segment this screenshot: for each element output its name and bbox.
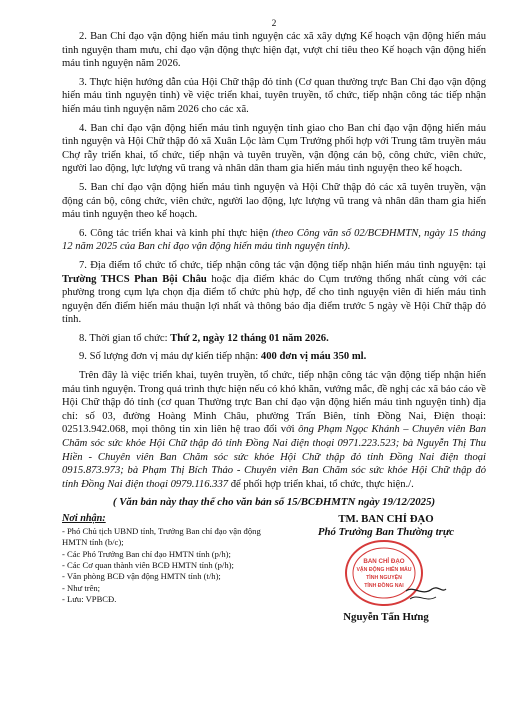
recipient-line: - Văn phòng BCĐ vận động HMTN tỉnh (t/h);	[62, 571, 221, 582]
item-6	[62, 227, 486, 254]
item-3	[62, 76, 486, 117]
svg-text:BAN CHỈ ĐẠO: BAN CHỈ ĐẠO	[363, 558, 405, 566]
item-5	[62, 181, 486, 222]
recipients-heading: Nơi nhận:	[62, 513, 106, 525]
item-text: Thực hiện hướng dẫn của Hội Chữ thập đỏ tỉnh (Cơ quan thường trực Ban Chỉ đạo vận động hiến máu tình nguyện tỉnh) về việc triển khai, tuyên truyền, tổ chức, tiếp nhận công tác tiếp nhận hiến máu tình nguyện năm 2026 cho các xã.	[62, 76, 486, 115]
item-4	[62, 122, 486, 176]
item-text: Công tác triển khai và kinh phí thực hiện	[90, 227, 269, 239]
closing-text-end: để phối hợp triển khai, tổ chức, thực hiện./.	[230, 478, 414, 490]
signature-block	[286, 513, 486, 627]
item-text-continued: hoặc địa điểm khác do Cụm trưởng thống nhất cùng với các phường trong cụm lựa chọn địa điểm tổ chức phù hợp, để cho tình nguyện viên đi hiến máu tình nguyện đến điểm hiến máu thuận lợi nhất và thông báo địa điểm trước 5 ngày về Hội Chữ thập đỏ tỉnh.	[62, 273, 486, 326]
closing-text: Trên đây là việc triển khai, tuyên truyền, tổ chức, tiếp nhận công tác vận động tiếp nhận hiến máu tình nguyện. Trong quá trình thực hiện nếu có khó khăn, vướng mắc, đề nghị các xã báo cáo về Hội Chữ thập đỏ tỉnh (cơ quan Thường trực Ban chỉ đạo vận động hiến máu tình nguyện tỉnh) địa chỉ: số 03, đường Hoàng Minh Châu, phường Trấn Biên, tỉnh Đồng Nai, Điện thoại: 02513.942.068, mọi thông tin xin liên hệ trao đổi với	[62, 370, 486, 436]
item-8	[62, 332, 486, 346]
replacement-note: ( Văn bản này thay thế cho văn bản số 15/BCĐHMTN ngày 19/12/2025)	[112, 496, 436, 509]
item-text: Thời gian tổ chức:	[89, 332, 168, 344]
stamp-seal-icon	[314, 539, 454, 619]
svg-text:VẬN ĐỘNG HIẾN MÁU: VẬN ĐỘNG HIẾN MÁU	[356, 567, 412, 574]
item-text: Số lượng đơn vị máu dự kiến tiếp nhận:	[89, 351, 259, 363]
venue-name: Trường THCS Phan Bội Châu	[62, 273, 207, 285]
svg-text:TỈNH ĐỒNG NAI: TỈNH ĐỒNG NAI	[364, 583, 404, 590]
recipient-line: - Lưu: VPBCĐ.	[62, 594, 117, 605]
item-number: 2.	[79, 31, 87, 42]
item-number: 9.	[79, 351, 87, 363]
blood-unit-target: 400 đơn vị máu 350 ml.	[260, 351, 367, 363]
recipient-line: - Các Phó Trưởng Ban chỉ đạo HMTN tỉnh (p/h);	[62, 548, 231, 559]
item-2	[62, 30, 486, 71]
recipients-block	[62, 513, 286, 627]
item-text: Ban Chỉ đạo vận động hiến máu tình nguyện các xã xây dựng Kế hoạch vận động hiến máu tình nguyện tham mưu, chỉ đạo vận động thực hiện đạt, vượt chỉ tiêu theo Kế hoạch vận động hiến máu tình nguyện năm 2026.	[62, 31, 487, 70]
signer-name: Nguyễn Tấn Hưng	[343, 611, 429, 624]
item-list	[62, 30, 486, 491]
item-number: 6.	[79, 227, 87, 239]
signature-org: TM. BAN CHỈ ĐẠO	[338, 513, 434, 526]
closing-paragraph	[62, 369, 486, 491]
item-number: 5.	[79, 181, 87, 193]
item-number: 8.	[79, 332, 87, 344]
item-number: 3.	[79, 76, 87, 88]
item-number: 7.	[79, 259, 87, 271]
contact-persons: ông Phạm Ngọc Khánh – Chuyên viên Ban Chăm sóc sức khỏe Hội Chữ thập đỏ tỉnh Đồng Nai điện thoại 0971.223.523; bà Nguyễn Thị Thu Hiền - Chuyên viên Ban Chăm sóc sức khỏe Hội Chữ thập đỏ tỉnh Đồng Nai điện thoại 0915.873.973; bà Phạm Thị Bích Thảo - Chuyên viên Ban Chăm sóc sức khỏe Hội Chữ thập đỏ tỉnh Đồng Nai điện thoại 0979.116.337	[62, 424, 486, 490]
item-text: Địa điểm tổ chức tổ chức, tiếp nhận công tác vận động tiếp nhận hiến máu tình nguyện: tại	[90, 259, 486, 271]
svg-text:TÌNH NGUYỆN: TÌNH NGUYỆN	[366, 575, 402, 582]
signature-title: Phó Trưởng Ban Thường trực	[317, 526, 455, 539]
item-9	[62, 350, 486, 364]
item-italic-note: (theo Công văn số 02/BCĐHMTN, ngày 15 tháng 12 năm 2025 của Ban chỉ đạo vận động hiến máu tình nguyện tỉnh).	[62, 227, 486, 253]
item-number: 4.	[79, 122, 87, 134]
recipient-line: - Như trên;	[62, 582, 101, 593]
official-stamp	[286, 539, 486, 627]
item-text: Ban chỉ đạo vận động hiến máu tình nguyện và Hội Chữ thập đỏ các xã tuyên truyền, vận động cán bộ, công chức, viên chức, người lao động, lực lượng vũ trang và nhân dân tham gia hiến máu tình nguyện theo kế hoạch.	[62, 181, 486, 221]
document-footer	[62, 513, 486, 627]
page-number: 2	[271, 19, 277, 29]
recipient-line: - Các Cơ quan thành viên BCĐ HMTN tỉnh (p/h);	[62, 560, 234, 571]
recipient-line: - Phó Chủ tịch UBND tỉnh, Trưởng Ban chỉ đạo vận động HMTN tỉnh (b/c);	[62, 525, 261, 548]
item-7	[62, 259, 486, 327]
event-date: Thứ 2, ngày 12 tháng 01 năm 2026.	[170, 332, 329, 344]
item-text: Ban chỉ đạo vận động hiến máu tình nguyện tỉnh giao cho Ban chỉ đạo vận động hiến máu tình nguyện và Hội Chữ thập đỏ xã Xuân Lộc làm Cụm Trưởng phối hợp với Trung tâm truyền máu Chợ rẫy triển khai, tổ chức, tiếp nhận và tuyên truyền, vận động cán bộ, công chức, viên chức, người lao động, lực lượng vũ trang và nhân dân tham gia hiến máu tình nguyện theo kế hoạch.	[62, 122, 486, 175]
